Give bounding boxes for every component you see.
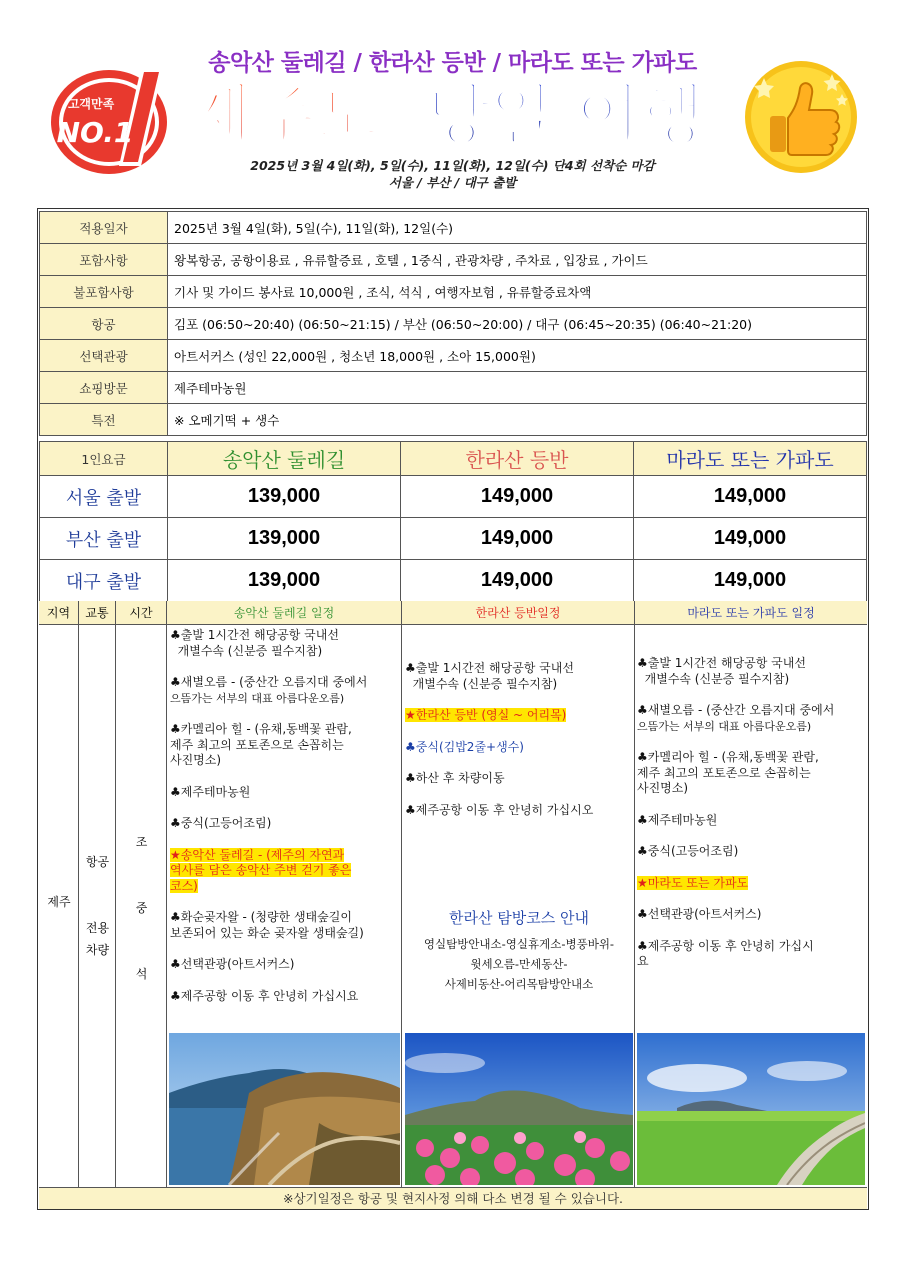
- schedule-line: 요: [637, 954, 649, 968]
- info-label: 포함사항: [40, 244, 168, 276]
- info-row: [40, 212, 867, 244]
- itinerary-section: [39, 601, 867, 1209]
- hallasan-schedule: [405, 661, 633, 818]
- schedule-line: ♣출발 1시간전 해당공항 국내선: [170, 628, 339, 642]
- col-time: [116, 601, 167, 1187]
- info-value: 2025년 3월 4일(화), 5일(수), 11일(화), 12일(수): [168, 212, 867, 244]
- hallasan-guide-title: 한라산 탐방코스 안내: [449, 909, 589, 927]
- info-value: 왕복항공, 공항이용료 , 유류할증료 , 호텔 , 1중식 , 관광차량 , 주차료 , 입장료 , 가이드: [168, 244, 867, 276]
- footer-note: ※상기일정은 항공 및 현지사정 의해 다소 변경 될 수 있습니다.: [39, 1187, 867, 1209]
- info-label: 불포함사항: [40, 276, 168, 308]
- price-value: 149,000: [634, 560, 867, 602]
- schedule-line: ♣제주공항 이동 후 안녕히 가십시: [637, 938, 814, 953]
- schedule-line: 사진명소): [170, 753, 222, 767]
- schedule-line: ♣중식(고등어조림): [170, 816, 272, 830]
- highlight-line: ★마라도 또는 가파도: [637, 875, 749, 890]
- schedule-line: 개별수속 (신분증 필수지참): [405, 676, 558, 691]
- transport-line-3: 차량: [85, 943, 110, 957]
- head-songaksan: 송악산 둘레길 일정: [167, 601, 402, 625]
- schedule-line: ♣화순곶자왈 - (청량한 생태숲길이: [170, 910, 352, 924]
- info-label: 적용일자: [40, 212, 168, 244]
- schedule-line: ♣새별오름 - (중산간 오름지대 중에서: [637, 703, 835, 717]
- highlight-line: 코스): [170, 878, 198, 893]
- meal-dinner: 석: [135, 967, 148, 981]
- info-label: 특전: [40, 404, 168, 436]
- schedule-line: ♣카멜리아 힐 - (유채,동백꽃 관람,: [170, 722, 352, 736]
- price-value: 149,000: [401, 518, 634, 560]
- schedule-line: ♣중식(고등어조림): [637, 844, 739, 858]
- hallasan-route-line: 윗세오름-만세동산-: [470, 957, 568, 971]
- schedule-line: 제주 최고의 포토존으로 손꼽히는: [170, 737, 344, 752]
- head-transport: 교통: [79, 601, 116, 625]
- price-row: [40, 518, 867, 560]
- schedule-line: 개별수속 (신분증 필수지참): [170, 643, 323, 658]
- schedule-line: 사진명소): [637, 781, 689, 795]
- origin-label: 서울 출발: [40, 476, 168, 518]
- schedule-line: ♣카멜리아 힐 - (유채,동백꽃 관람,: [637, 750, 819, 764]
- info-value: 제주테마농원: [168, 372, 867, 404]
- schedule-line: ♣출발 1시간전 해당공항 국내선: [637, 656, 806, 670]
- info-table: [39, 211, 867, 436]
- price-header-row: [40, 442, 867, 476]
- price-value: 149,000: [634, 476, 867, 518]
- price-value: 149,000: [634, 518, 867, 560]
- origin-label: 부산 출발: [40, 518, 168, 560]
- price-value: 149,000: [401, 476, 634, 518]
- badge-big-text: NO.1: [56, 116, 134, 149]
- price-corner-label: 1인요금: [40, 442, 168, 476]
- title-part1: 제주도: [188, 77, 380, 154]
- info-value: ※ 오메기떡 + 생수: [168, 404, 867, 436]
- header: [0, 0, 905, 200]
- transport-line-1: 항공: [85, 855, 110, 869]
- head-region: 지역: [39, 601, 79, 625]
- head-hallasan: 한라산 등반일정: [402, 601, 635, 625]
- transport-line-2: 전용: [85, 921, 110, 935]
- info-label: 항공: [40, 308, 168, 340]
- highlight-line: ★송악산 둘레길 - (제주의 자연과: [170, 847, 345, 862]
- region-label: 제주: [47, 895, 71, 909]
- schedule-line: ♣하산 후 차량이동: [405, 771, 505, 785]
- schedule-line: ♣제주공항 이동 후 안녕히 가십시오: [405, 802, 594, 817]
- schedule-line: 보존되어 있는 화순 곶자왈 생태숲길): [170, 925, 364, 940]
- hallasan-route-line: 영실탐방안내소-영실휴게소-병풍바위-: [423, 937, 615, 951]
- price-row: [40, 476, 867, 518]
- highlight-line: 역사를 담은 송악산 주변 걷기 좋은: [170, 863, 352, 877]
- schedule-line: 으뜸가는 서부의 대표 아름다운오름): [170, 691, 345, 705]
- info-row: [40, 308, 867, 340]
- schedule-line: 으뜸가는 서부의 대표 아름다운오름): [637, 719, 812, 733]
- highlight-line: ★한라산 등반 (영실 ~ 어리목): [405, 708, 567, 722]
- gapado-field-photo: [637, 1033, 865, 1185]
- header-origins: 서울 / 부산 / 대구 출발: [388, 175, 517, 190]
- schedule-line: ♣선택관광(아트서커스): [637, 907, 762, 921]
- schedule-line: 제주 최고의 포토존으로 손꼽히는: [637, 765, 811, 780]
- price-value: 139,000: [168, 560, 401, 602]
- meal-lunch: 중: [135, 901, 148, 915]
- schedule-line: ♣출발 1시간전 해당공항 국내선: [405, 661, 574, 675]
- course-header-hallasan: 한라산 등반: [401, 442, 634, 476]
- info-row: [40, 244, 867, 276]
- schedule-line: ♣중식(김밥2줄+생수): [405, 739, 524, 754]
- origin-label: 대구 출발: [40, 560, 168, 602]
- schedule-line: ♣새별오름 - (중산간 오름지대 중에서: [170, 675, 368, 689]
- head-marado: 마라도 또는 가파도 일정: [635, 601, 867, 625]
- price-table: [39, 441, 867, 602]
- info-label: 쇼핑방문: [40, 372, 168, 404]
- price-value: 149,000: [401, 560, 634, 602]
- course-header-songaksan: 송악산 둘레길: [168, 442, 401, 476]
- info-value: 김포 (06:50~20:40) (06:50~21:15) / 부산 (06:50~20:00) / 대구 (06:45~20:35) (06:40~21:20): [168, 308, 867, 340]
- price-value: 139,000: [168, 518, 401, 560]
- schedule-line: ♣제주테마농원: [637, 812, 718, 827]
- schedule-line: 개별수속 (신분증 필수지참): [637, 671, 790, 686]
- info-row: [40, 372, 867, 404]
- songaksan-coast-photo: [169, 1033, 400, 1185]
- schedule-line: ♣선택관광(아트서커스): [170, 957, 295, 971]
- price-row: [40, 560, 867, 602]
- marado-schedule: [637, 656, 867, 970]
- info-value: 기사 및 가이드 봉사료 10,000원 , 조식, 석식 , 여행자보험 , 유류할증료차액: [168, 276, 867, 308]
- schedule-line: ♣제주공항 이동 후 안녕히 가십시요: [170, 988, 359, 1003]
- info-value: 아트서커스 (성인 22,000원 , 청소년 18,000원 , 소아 15,000원): [168, 340, 867, 372]
- main-title: [178, 72, 738, 154]
- header-dates: 2025년 3월 4일(화), 5일(수), 11일(화), 12일(수) 단4회 선착순 마감: [250, 158, 655, 173]
- hallasan-route-line: 사제비동산-어리목탐방안내소: [444, 977, 594, 991]
- hallasan-photo: [405, 1033, 633, 1185]
- badge-small-text: 고객만족: [67, 97, 115, 111]
- course-header-marado: 마라도 또는 가파도: [634, 442, 867, 476]
- price-value: 139,000: [168, 476, 401, 518]
- info-row: [40, 404, 867, 436]
- head-time: 시간: [116, 601, 167, 625]
- col-transport: [79, 601, 116, 1187]
- songaksan-schedule: [170, 628, 400, 1004]
- meal-breakfast: 조: [135, 835, 148, 849]
- schedule-line: ♣제주테마농원: [170, 784, 251, 799]
- info-row: [40, 340, 867, 372]
- info-label: 선택관광: [40, 340, 168, 372]
- title-part2: 당일 여행: [426, 77, 705, 154]
- header-subtitle: 송악산 둘레길 / 한라산 등반 / 마라도 또는 가파도: [208, 50, 697, 76]
- info-row: [40, 276, 867, 308]
